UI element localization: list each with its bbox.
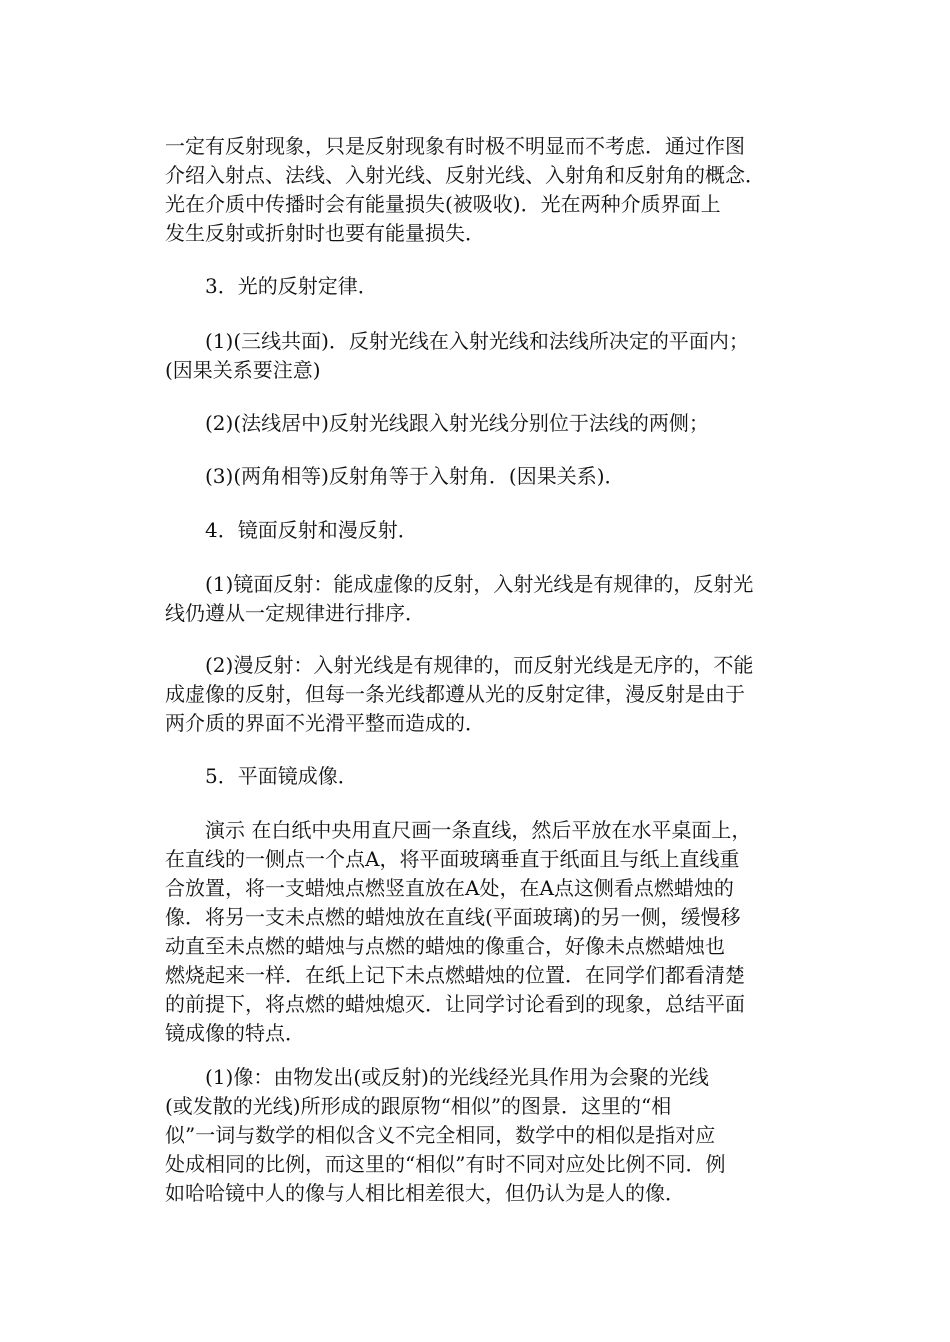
text-line: 演示 在白纸中央用直尺画一条直线，然后平放在水平桌面上， <box>205 818 752 842</box>
text-line: 发生反射或折射时也要有能量损失． <box>165 221 485 245</box>
text-line: 像．将另一支未点燃的蜡烛放在直线(平面玻璃)的另一侧，缓慢移 <box>165 905 741 929</box>
text-line: 线仍遵从一定规律进行排序． <box>165 601 425 625</box>
text-line: 介绍入射点、法线、入射光线、反射光线、入射角和反射角的概念． <box>165 163 765 187</box>
text-line: 两介质的界面不光滑平整而造成的． <box>165 711 485 735</box>
text-line: (2)漫反射：入射光线是有规律的，而反射光线是无序的，不能 <box>205 653 754 677</box>
heading-text: 3．光的反射定律． <box>205 274 378 298</box>
paragraph-law-2 <box>165 409 815 438</box>
section-heading-3 <box>165 272 815 301</box>
text-line: 的前提下，将点燃的蜡烛熄灭．让同学讨论看到的现象，总结平面 <box>165 992 745 1016</box>
text-line: (1)(三线共面)．反射光线在入射光线和法线所决定的平面内； <box>205 329 749 353</box>
paragraph-diffuse-reflection <box>165 651 815 738</box>
paragraph-demonstration <box>165 816 815 1048</box>
text-line: 镜成像的特点． <box>165 1021 305 1045</box>
heading-text: 5．平面镜成像． <box>205 764 358 788</box>
paragraph-specular-reflection <box>165 570 815 628</box>
text-line: (3)(两角相等)反射角等于入射角．(因果关系)． <box>205 464 625 488</box>
text-line: 如哈哈镜中人的像与人相比相差很大，但仍认为是人的像． <box>165 1181 685 1205</box>
text-line: 在直线的一侧点一个点A，将平面玻璃垂直于纸面且与纸上直线重 <box>165 847 740 871</box>
text-line: 合放置，将一支蜡烛点燃竖直放在A处，在A点这侧看点燃蜡烛的 <box>165 876 734 900</box>
text-line: 一定有反射现象，只是反射现象有时极不明显而不考虑．通过作图 <box>165 134 745 158</box>
text-line: (2)(法线居中)反射光线跟入射光线分别位于法线的两侧； <box>205 411 709 435</box>
heading-text: 4．镜面反射和漫反射． <box>205 518 418 542</box>
paragraph-reflection-intro <box>165 132 815 248</box>
text-line: 处成相同的比例，而这里的“相似”有时不同对应处比例不同．例 <box>165 1152 726 1176</box>
text-line: 燃烧起来一样．在纸上记下未点燃蜡烛的位置．在同学们都看清楚 <box>165 963 745 987</box>
text-line: 成虚像的反射，但每一条光线都遵从光的反射定律，漫反射是由于 <box>165 682 745 706</box>
section-heading-4 <box>165 516 815 545</box>
paragraph-law-3 <box>165 462 815 491</box>
text-line: 光在介质中传播时会有能量损失(被吸收)．光在两种介质界面上 <box>165 192 721 216</box>
text-line: 动直至未点燃的蜡烛与点燃的蜡烛的像重合，好像未点燃蜡烛也 <box>165 934 725 958</box>
text-line: 似”一词与数学的相似含义不完全相同，数学中的相似是指对应 <box>165 1123 716 1147</box>
text-line: (1)镜面反射：能成虚像的反射，入射光线是有规律的，反射光 <box>205 572 754 596</box>
text-line: (1)像：由物发出(或反射)的光线经光具作用为会聚的光线 <box>205 1065 709 1089</box>
paragraph-law-1 <box>165 327 815 385</box>
paragraph-image-definition <box>165 1063 815 1208</box>
text-line: (或发散的光线)所形成的跟原物“相似”的图景．这里的“相 <box>165 1094 672 1118</box>
text-line: (因果关系要注意) <box>165 358 321 382</box>
section-heading-5 <box>165 762 815 791</box>
